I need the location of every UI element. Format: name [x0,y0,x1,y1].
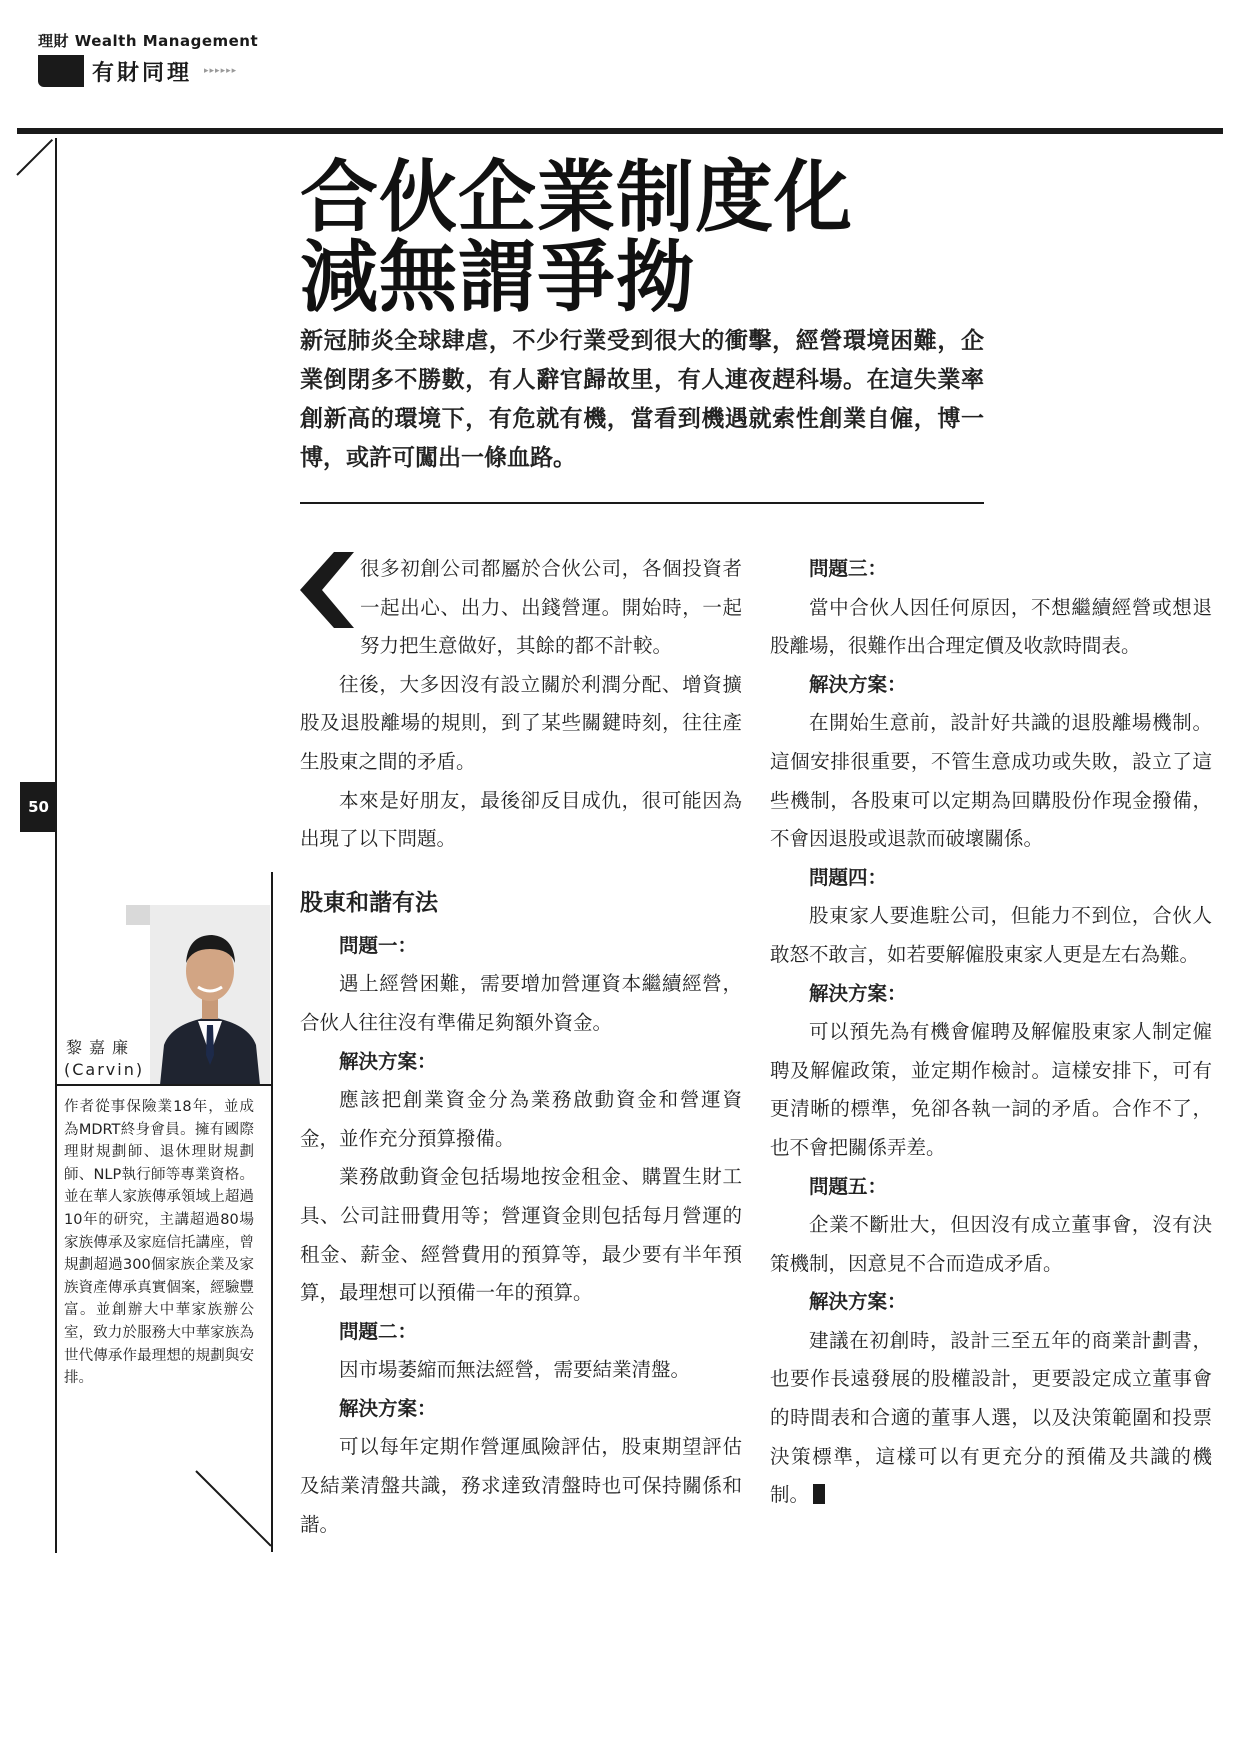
body-paragraph: 很多初創公司都屬於合伙公司，各個投資者一起出心、出力、出錢營運。開始時，一起努力把生意做好，其餘的都不計較。 [360,557,742,658]
author-name-en: (Carvin) [64,1060,145,1079]
author-bio: 作者從事保險業18年，並成為MDRT終身會員。擁有國際理財規劃師、退休理財規劃師、NLP執行師等專業資格。並在華人家族傳承領域上超過10年的研究，主講超過80場家族傳承及家庭信托講座，曾規劃超過300個家族企業及家族資產傳承真實個案，經驗豐富。並創辦大中華家族辦公室，致力於服務大中華家族為世代傳承作最理想的規劃與安排。 [64,1099,254,1387]
body-paragraph: 當中合伙人因任何原因，不想繼續經營或想退股離場，很難作出合理定價及收款時間表。 [770,595,1212,658]
solution-label: 解決方案： [809,1290,907,1314]
column-name: 有財同理 [92,60,193,86]
author-rule [57,1084,271,1086]
chevron-left-icon [300,552,354,628]
article-title [300,153,854,323]
column-tab-marker [38,55,84,87]
body-column-right [770,550,1212,1515]
body-paragraph: 往後，大多因沒有設立關於利潤分配、增資擴股及退股離場的規則，到了某些關鍵時刻，往往產生股東之間的矛盾。 [300,672,742,773]
section-label: 理財 Wealth Management [38,32,259,50]
body-paragraph: 業務啟動資金包括場地按金租金、購置生財工具、公司註冊費用等；營運資金則包括每月營運的租金、薪金、經營費用的預算等，最少要有半年預算，最理想可以預備一年的預算。 [300,1165,742,1305]
solution-label: 解決方案： [339,1049,437,1073]
photo-notch [126,905,150,925]
problem-label: 問題四： [809,865,888,889]
author-photo [150,905,270,1085]
body-paragraph: 股東家人要進駐公司，但能力不到位，合伙人敢怒不敢言，如若要解僱股東家人更是左右為難。 [770,904,1212,966]
corner-diagonal [16,139,53,176]
article-lead: 新冠肺炎全球肆虐，不少行業受到很大的衝擊，經營環境困難，企業倒閉多不勝數，有人辭官歸故里，有人連夜趕科場。在這失業率創新高的環境下，有危就有機，當看到機遇就索性創業自僱，博一博，或許可闖出一條血路。 [300,328,984,471]
title-line-1: 合伙企業制度化 [300,153,854,243]
body-column-left [300,550,742,1544]
author-name: 黎嘉廉 [66,1038,136,1057]
solution-label: 解決方案： [809,981,907,1005]
solution-label: 解決方案： [339,1396,437,1420]
page-number: 50 [20,782,57,832]
problem-label: 問題三： [809,557,888,580]
title-line-2: 減無謂爭拗 [300,233,696,323]
body-paragraph: 可以預先為有機會僱聘及解僱股東家人制定僱聘及解僱政策，並定期作檢討。這樣安排下，可有更清晰的標準，免卻各執一詞的矛盾。合作不了，也不會把關係弄差。 [770,1020,1212,1159]
problem-label: 問題一： [339,933,418,957]
body-paragraph: 本來是好朋友，最後卻反目成仇，很可能因為出現了以下問題。 [300,788,742,851]
author-box-diagonal [195,1470,271,1546]
final-paragraph-text: 建議在初創時，設計三至五年的商業計劃書，也要作長遠發展的股權設計，更要設定成立董事會的時間表和合適的董事人選，以及決策範圍和投票決策標準，這樣可以有更充分的預備及共識的機制。 [770,1328,1212,1507]
body-paragraph: 可以每年定期作營運風險評估，股東期望評估及結業清盤共識，務求達致清盤時也可保持關係和諧。 [300,1435,742,1536]
top-rule [17,128,1223,134]
body-paragraph-final [770,1322,1212,1515]
body-paragraph: 遇上經營困難，需要增加營運資本繼續經營，合伙人往往沒有準備足夠額外資金。 [300,972,742,1034]
body-paragraph: 在開始生意前，設計好共識的退股離場機制。這個安排很重要，不管生意成功或失敗，設立了這些機制，各股東可以定期為回購股份作現金撥備，不會因退股或退款而破壞關係。 [770,711,1212,851]
body-paragraph: 應該把創業資金分為業務啟動資金和營運資金，並作充分預算撥備。 [300,1088,742,1150]
left-frame-line [55,138,57,1553]
solution-label: 解決方案： [809,672,907,696]
problem-label: 問題五： [809,1174,888,1198]
problem-label: 問題二： [339,1319,418,1343]
chevrons-icon: ▸▸▸▸▸▸ [204,66,238,76]
body-paragraph: 企業不斷壯大，但因沒有成立董事會，沒有決策機制，因意見不合而造成矛盾。 [770,1213,1212,1275]
column-header [38,55,237,87]
lead-divider [300,502,984,504]
end-mark-icon [813,1484,825,1504]
author-box-line [271,872,273,1552]
section-heading: 股東和諧有法 [300,889,438,916]
body-paragraph: 因市場萎縮而無法經營，需要結業清盤。 [339,1358,691,1382]
